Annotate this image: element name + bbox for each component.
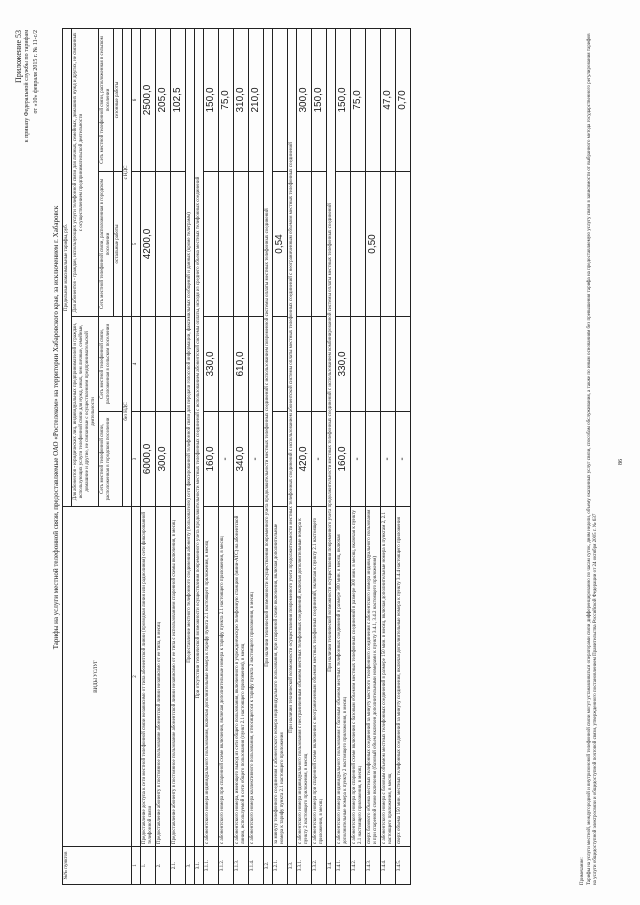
service-description: сверх объема 150 мин. местных телефонных соединений за минуту соединения, включая дополнительные номера к пункту 3.4.4 настоящего приложения: [396, 507, 411, 847]
tariff-value-v1: 420,0: [297, 412, 312, 507]
order-date: от «10» февраля 2015 г. № 11-с/2: [33, 30, 39, 114]
column-index: 1: [132, 847, 141, 885]
column-net-rural: Сеть местной телефонной связи, расположенная в сельском поселении: [99, 317, 123, 412]
tariff-value-v1: [171, 412, 186, 507]
tariff-value-v4: 150,0: [336, 29, 351, 172]
tariff-value-v1: [366, 412, 381, 507]
tariff-value-v2: 330,0: [336, 317, 351, 412]
tariff-value-v4: 47,0: [381, 29, 396, 172]
service-description: Предоставление абоненту в постоянное пользование абонентской линии независимо от ее типа, в месяц: [156, 507, 171, 847]
row-number: 3.3.1.: [297, 847, 312, 885]
column-header-service: ВИДЫ УСЛУГ: [63, 507, 132, 847]
tariff-value-v4: 310,0: [234, 29, 249, 172]
column-gen-works: сезонные работы: [114, 29, 123, 172]
table-row: [336, 29, 351, 885]
table-row: [351, 29, 366, 885]
tariff-value-v1: -: [249, 412, 264, 507]
tariff-value-v2: [312, 317, 327, 412]
tariff-value-v1: [273, 412, 288, 507]
service-description: с абонентского номера индивидуального пользования с неограниченным объемом местных телефонных соединений, включая дополнительные номера к пункту 2 настоящего приложения, в месяц: [297, 507, 312, 847]
tariff-value-v4: 2500,0: [141, 29, 156, 172]
tariff-value-v1: -: [351, 412, 366, 507]
row-number: 3.1.3.: [234, 847, 249, 885]
tariff-value-v4: 102,5: [171, 29, 186, 172]
table-row: [171, 29, 186, 885]
row-number: 3.1.2.: [219, 847, 234, 885]
tariff-value-v3: [204, 172, 219, 317]
section-row: [288, 29, 297, 885]
service-description: с абонентского номера с базовым объемом местных телефонных соединений в размере 150 мин. в месяц, включая дополнительные номера к пунктам 2, 2.1 настоящего приложения, в месяц: [381, 507, 396, 847]
section-title: При наличии технической возможности осуществления повременного учета продолжительности местных телефонных соединений с использованием повременной системы оплаты местных телефонных соединений: [264, 29, 273, 847]
row-number: 3.4.4.: [381, 847, 396, 885]
column-other-works: остальные работы: [114, 172, 123, 317]
column-net-city: Сеть местной телефонной связи, расположенная в городском поселении: [99, 412, 123, 507]
tariff-table: [62, 28, 411, 885]
service-description: с абонентского номера при спаренной схеме включения с базовым объемом местных телефонных соединений в размере 300 мин. в месяц, включая к пункту 2.1 настоящего приложения, в месяц: [351, 507, 366, 847]
tariff-value-v3: [234, 172, 249, 317]
table-row: [396, 29, 411, 885]
tariff-value-v1: -: [381, 412, 396, 507]
tariff-value-v2: [273, 317, 288, 412]
tariff-value-v3: [351, 172, 366, 317]
tariff-value-v2: [219, 317, 234, 412]
tariff-value-v1: -: [219, 412, 234, 507]
tariff-value-v4: 75,0: [219, 29, 234, 172]
row-number: 3.4.5.: [396, 847, 411, 885]
tariff-value-v4: 210,0: [249, 29, 264, 172]
tariff-value-v3: 4200,0: [141, 172, 156, 317]
tariff-value-v2: 330,0: [204, 317, 219, 412]
tariff-value-v2: [249, 317, 264, 412]
row-number: 2.1.: [171, 847, 186, 885]
service-description: с абонентского номера при спаренной схеме включения с неограниченным объемом местных телефонных соединений, включая к пункту 2.1 настоящего приложения, в месяц: [312, 507, 327, 847]
tariff-value-v3: 0,54: [273, 172, 288, 317]
row-number: 3.3.2.: [312, 847, 327, 885]
section-row: [195, 29, 204, 885]
row-number: 3.4.: [327, 847, 336, 885]
section-row: [264, 29, 273, 885]
table-row: [156, 29, 171, 885]
tariff-value-v2: [396, 317, 411, 412]
section-title: При отсутствии технической возможности осуществления повременного учета продолжительности местных телефонных соединений с использованием абонентской системы оплаты, исходя из среднего объема местных телефонных соединений: [195, 29, 204, 847]
row-number: 3.3.: [288, 847, 297, 885]
column-header-tariffs: Предельные максимальные тарифы, руб.: [63, 29, 72, 507]
row-number: 3.4.2.: [351, 847, 366, 885]
tariff-value-v1: 160,0: [204, 412, 219, 507]
service-description: с абонентского номера коллективного пользования, относящегося к тарифу пункта 2 настоящего приложения, в месяц: [249, 507, 264, 847]
table-row: [297, 29, 312, 885]
tariff-value-v1: 300,0: [156, 412, 171, 507]
appendix-number: Приложение 53: [14, 30, 23, 83]
column-group-legal: Для абонентов - юридических лиц, индивидуальных предпринимателей и граждан, использующих услуги телефонной связи для нужд, иных, чем личные, семейные, домашние и другие, не связанные с осуществлением предпринимательской деятельности: [72, 317, 99, 507]
tariff-value-v2: [351, 317, 366, 412]
section-title: При наличии технической возможности осуществления повременного учета продолжительности местных телефонных соединений с использованием абонентской системы оплаты местных телефонных соединений с неограниченным объемом местных телефонных соединений: [288, 29, 297, 847]
column-net-city2: Сеть местной телефонной связи, расположенная в городском поселении: [99, 172, 114, 317]
notes-heading: Примечание:: [580, 857, 585, 885]
column-index: 3: [132, 412, 141, 507]
section-row: [186, 29, 195, 885]
section-title: При наличии технической возможности осуществления повременного учета продолжительности местных телефонных соединений с использованием комбинированной системы оплаты местных телефонных соединений: [327, 29, 336, 847]
table-row: [273, 29, 288, 885]
row-number: 3.1.4.: [249, 847, 264, 885]
section-row: [327, 29, 336, 885]
tariff-value-v1: 340,0: [234, 412, 249, 507]
service-description: Предоставление абоненту в постоянное пользование абонентской линии независимо от ее типа с использованием спаренной схемы включения, в месяц: [171, 507, 186, 847]
tariff-value-v2: [171, 317, 186, 412]
table-row: [249, 29, 264, 885]
tariff-value-v2: [297, 317, 312, 412]
tariff-value-v3: [156, 172, 171, 317]
service-description: Предоставление доступа к сети местной телефонной связи независимо от типа абонентской линии (проводная линия или радиолиния) сети фиксированной телефонной связи: [141, 507, 156, 847]
row-number: 3.4.3.: [366, 847, 381, 885]
tariff-value-v2: 610,0: [234, 317, 249, 412]
tariff-value-v1: 6000,0: [141, 412, 156, 507]
tariff-value-v3: 0,50: [366, 172, 381, 317]
column-index: 6: [132, 29, 141, 172]
tariff-value-v4: 75,0: [351, 29, 366, 172]
table-row: [141, 29, 156, 885]
column-vat-incl: с НДС: [123, 29, 132, 317]
column-vat-free: без НДС: [123, 317, 132, 507]
row-number: 3.2.1.: [273, 847, 288, 885]
notes: [580, 29, 600, 885]
row-number: 2.: [156, 847, 171, 885]
section-title: Предоставление местного телефонного соединения абоненту (пользователю) сети фиксированной телефонной связи для передачи голосовой информации, факсимильных сообщений и данных (кроме телеграмм): [186, 29, 195, 847]
row-number: 3.: [186, 847, 195, 885]
column-net-rural2: Сеть местной телефонной связи, расположенная в сельском поселении: [99, 29, 114, 172]
tariff-value-v3: [336, 172, 351, 317]
tariff-value-v1: -: [312, 412, 327, 507]
tariff-value-v4: [273, 29, 288, 172]
tariff-value-v2: [141, 317, 156, 412]
document-header: [14, 30, 41, 142]
tariff-value-v2: [156, 317, 171, 412]
row-number: 3.2.: [264, 847, 273, 885]
column-index: 2: [132, 507, 141, 847]
table-row: [219, 29, 234, 885]
column-index: 5: [132, 172, 141, 317]
table-row: [234, 29, 249, 885]
tariff-value-v4: 0,70: [396, 29, 411, 172]
tariff-value-v4: 205,0: [156, 29, 171, 172]
table-row: [204, 29, 219, 885]
tariff-value-v3: [381, 172, 396, 317]
tariff-value-v4: 150,0: [312, 29, 327, 172]
document-title: Тарифы на услуги местной телефонной связи, предоставляемые ОАО «Ростелеком» на территории Хабаровского края, за исключением г. Хабаровск: [52, 205, 60, 650]
tariff-value-v2: [366, 317, 381, 412]
service-description: с абонентского номера, имеющего выход из сети общего пользования, включенного в учрежденческую телефонную станцию (мини-АТС) на абонентской линии, используемой в сети общего пользования (пункт 2.1 настоящего приложения), в месяц: [234, 507, 249, 847]
order-reference: к приказу Федеральной службы по тарифам: [24, 30, 30, 143]
row-number: 1.: [141, 847, 156, 885]
tariff-table-body: [141, 29, 411, 885]
tariff-value-v1: 160,0: [336, 412, 351, 507]
row-number: 3.4.1.: [336, 847, 351, 885]
tariff-value-v3: [249, 172, 264, 317]
column-group-citizen: Для абонентов - граждан, использующих услуги телефонной связи для личных, семейных, домашних нужд и других, не связанных с осуществлением предпринимательской деятельности: [72, 29, 99, 317]
row-number: 3.1.1.: [204, 847, 219, 885]
tariff-value-v4: 150,0: [204, 29, 219, 172]
tariff-value-v3: [171, 172, 186, 317]
tariff-value-v3: [396, 172, 411, 317]
service-description: с абонентского номера индивидуального пользования, включая дополнительные номера к тарифу пункта 2.1 настоящего приложения, в месяц: [204, 507, 219, 847]
tariff-value-v2: [381, 317, 396, 412]
row-number: 3.1.: [195, 847, 204, 885]
page-number: 86: [618, 459, 624, 465]
column-header-num: №№ пунктов: [63, 847, 132, 885]
service-description: сверх базового объема местных телефонных соединений за минуту местного телефонного соединения с абонентского номера индивидуального пользования и при спаренной схеме включения (базовый объем включен дополнительными номерами к пункту 3.4.1, 3.4.2 настоящего приложения): [366, 507, 381, 847]
service-description: с абонентского номера при спаренной схеме включения, включая дополнительные номера к тарифу пункта 2.1 настоящего приложения, в месяц: [219, 507, 234, 847]
service-description: с абонентского номера индивидуального пользования с базовым объемом местных телефонных соединений в размере 300 мин. в месяц, включая дополнительные номера к пункту 2 настоящего приложения, в месяц: [336, 507, 351, 847]
table-row: [366, 29, 381, 885]
tariff-value-v3: [219, 172, 234, 317]
table-row: [312, 29, 327, 885]
service-description: за минуту телефонного соединения с абонентского номера индивидуального пользования, при спаренной схеме включения, включая дополнительные номера к тарифу пункта 2.1 настоящего приложения: [273, 507, 288, 847]
tariff-value-v3: [297, 172, 312, 317]
tariff-value-v3: [312, 172, 327, 317]
tariff-value-v4: 300,0: [297, 29, 312, 172]
tariff-value-v1: -: [396, 412, 411, 507]
table-row: [381, 29, 396, 885]
notes-text: Тарифы на услуги местной, междугородной и внутризоновой телефонной связи могут устанавливаться операторами связи дифференцированно по часам суток, дням недели, объему оказанных услуг связи, способам обслуживания, а также по иным основаниям без превышения тарифа на предоставляемую услугу связи в зависимости от выбранного метода государственного регулирования тарифов на услуги общедоступной электросвязи и общедоступной почтовой связи, утвержденного постановлением Правительства Российской Федерации от 24 октября 2005 г. № 637: [586, 33, 598, 885]
tariff-value-v4: [366, 29, 381, 172]
column-index: 4: [132, 317, 141, 412]
